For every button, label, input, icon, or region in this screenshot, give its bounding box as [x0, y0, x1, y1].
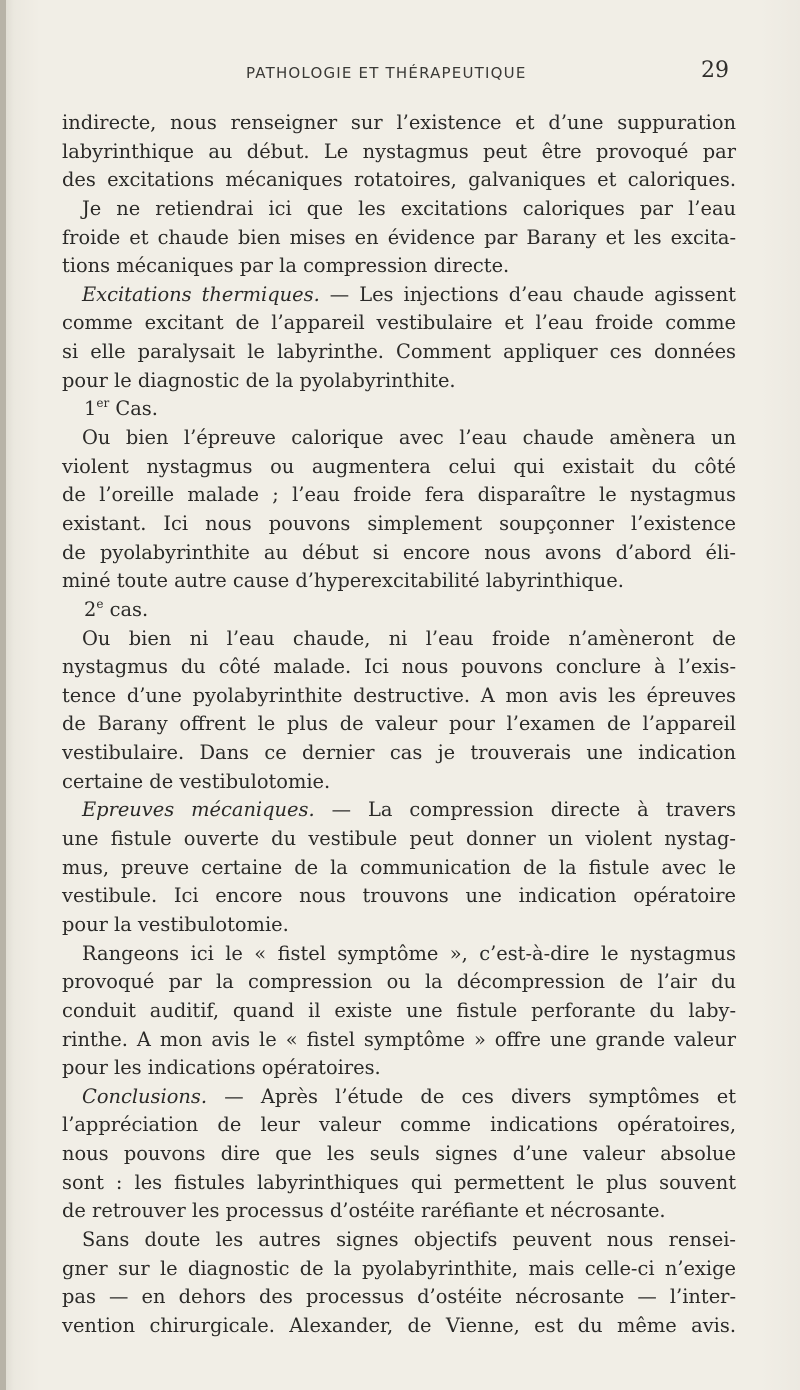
text-line: froide et chaude bien mises en évidence par Barany et les excita- — [62, 225, 736, 249]
page-header — [0, 58, 800, 88]
text-line: Sans doute les autres signes objectifs peuvent nous rensei- — [82, 1227, 736, 1251]
text-line: vestibulaire. Dans ce dernier cas je trouverais une indication — [62, 741, 736, 765]
text-line: si elle paralysait le labyrinthe. Comment appliquer ces données — [62, 340, 736, 364]
paragraph-conclusions — [62, 1083, 736, 1112]
text-line: gner sur le diagnostic de la pyolabyrinthite, mais celle-ci n’exige — [62, 1256, 736, 1280]
text-line: de retrouver les processus d’ostéite raréfiante et nécrosante. — [62, 1199, 666, 1223]
case-heading-2 — [62, 596, 736, 625]
page-number: 29 — [701, 58, 729, 83]
text-line: — Les injections d’eau chaude agissent — [329, 282, 736, 306]
text-line: une fistule ouverte du vestibule peut donner un violent nystag- — [62, 827, 736, 851]
ordinal-number: 2 — [84, 597, 97, 621]
text-line: — Après l’étude de ces divers symptômes et — [224, 1084, 736, 1108]
text-line: pour la vestibulotomie. — [62, 912, 289, 936]
text-line: Ou bien ni l’eau chaude, ni l’eau froide n’amèneront de — [82, 626, 736, 650]
text-line: provoqué par la compression ou la décompression de l’air du — [62, 970, 736, 994]
text-line: labyrinthique au début. Le nystagmus peut être provoqué par — [62, 139, 736, 163]
body-text — [62, 109, 736, 1341]
text-line: violent nystagmus ou augmentera celui qui existait du côté — [62, 454, 736, 478]
heading-excitations-thermiques: Excitations thermiques. — [82, 282, 320, 306]
text-line: nous pouvons dire que les seuls signes d’une valeur absolue — [62, 1142, 736, 1166]
text-line: tions mécaniques par la compression directe. — [62, 254, 510, 278]
text-line: de Barany offrent le plus de valeur pour l’examen de l’appareil — [62, 712, 736, 736]
text-line: — La compression directe à travers — [331, 798, 736, 822]
text-line: rinthe. A mon avis le « fistel symptôme » offre une grande valeur — [62, 1027, 736, 1051]
ordinal-number: 1 — [84, 397, 97, 421]
text-line: miné toute autre cause d’hyperexcitabilité labyrinthique. — [62, 569, 624, 593]
heading-conclusions: Conclusions. — [82, 1084, 207, 1108]
text-line: Ou bien l’épreuve calorique avec l’eau chaude amènera un — [82, 426, 736, 450]
text-line: nystagmus du côté malade. Ici nous pouvons conclure à l’exis- — [62, 655, 736, 679]
text-line: comme excitant de l’appareil vestibulaire et l’eau froide comme — [62, 311, 736, 335]
text-line: l’appréciation de leur valeur comme indications opératoires, — [62, 1113, 736, 1137]
text-line: pas — en dehors des processus d’ostéite nécrosante — l’inter- — [62, 1285, 736, 1309]
text-line: de pyolabyrinthite au début si encore nous avons d’abord éli- — [62, 540, 736, 564]
text-line: vestibule. Ici encore nous trouvons une indication opératoire — [62, 884, 736, 908]
text-line: pour les indications opératoires. — [62, 1056, 381, 1080]
text-line: Rangeons ici le « fistel symptôme », c’est-à-dire le nystagmus — [82, 941, 736, 965]
text-line: indirecte, nous renseigner sur l’existence et d’une suppuration — [62, 111, 736, 134]
heading-epreuves-mecaniques: Epreuves mécaniques. — [82, 798, 315, 822]
text-line: tence d’une pyolabyrinthite destructive. A mon avis les épreuves — [62, 683, 736, 707]
text-line: certaine de vestibulotomie. — [62, 769, 331, 793]
text-line: Je ne retiendrai ici que les excitations caloriques par l’eau — [82, 196, 736, 220]
text-line: existant. Ici nous pouvons simplement soupçonner l’existence — [62, 511, 736, 535]
text-line: de l’oreille malade ; l’eau froide fera disparaître le nystagmus — [62, 483, 736, 507]
paragraph-epreuves-mecaniques — [62, 796, 736, 825]
paragraph-excitations-thermiques — [62, 281, 736, 310]
text-line: mus, preuve certaine de la communication de la fistule avec le — [62, 855, 736, 879]
text-line: cas. — [109, 597, 149, 621]
ordinal-suffix: er — [96, 396, 110, 411]
case-heading-1 — [62, 395, 736, 424]
ordinal-suffix: e — [96, 596, 104, 611]
text-line: vention chirurgicale. Alexander, de Vienne, est du même avis. — [62, 1313, 736, 1337]
text-line: sont : les fistules labyrinthiques qui permettent le plus souvent — [62, 1170, 736, 1194]
text-line: pour le diagnostic de la pyolabyrinthite. — [62, 368, 456, 392]
text-line: conduit auditif, quand il existe une fistule perforante du laby- — [62, 998, 736, 1022]
running-title: PATHOLOGIE ET THÉRAPEUTIQUE — [246, 64, 527, 82]
text-line: Cas. — [115, 397, 158, 421]
page-binding-edge — [0, 0, 6, 1390]
text-line: des excitations mécaniques rotatoires, galvaniques et caloriques. — [62, 168, 736, 192]
